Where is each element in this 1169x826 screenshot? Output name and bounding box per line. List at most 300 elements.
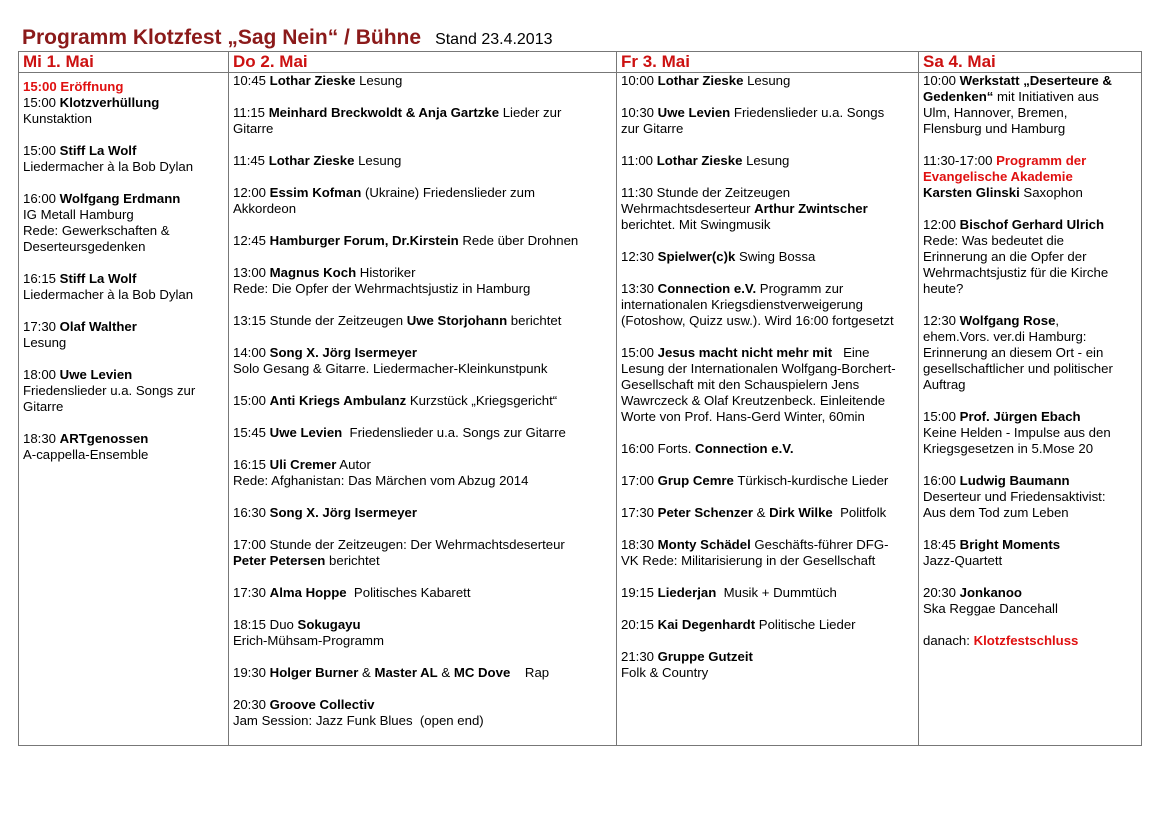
entry-text: 13:00 <box>233 265 270 280</box>
day-column-fri <box>617 73 919 746</box>
entry-text: 11:45 <box>233 153 269 168</box>
entry-text: 15:00 <box>923 409 960 424</box>
entry-text: , <box>1055 313 1060 328</box>
entry-line <box>621 537 914 553</box>
program-entry <box>923 73 1137 137</box>
entry-line <box>233 553 612 569</box>
entry-line <box>621 377 914 393</box>
entry-text: Lesung <box>742 153 790 168</box>
entry-text: 11:30-17:00 <box>923 153 997 168</box>
entry-line <box>621 665 914 681</box>
entry-highlight: Magnus Koch <box>269 265 357 280</box>
entry-line <box>23 399 224 415</box>
entry-text: 12:00 <box>923 217 960 232</box>
entry-highlight: Ludwig Baumann <box>959 473 1070 488</box>
program-entry <box>923 537 1137 569</box>
entry-line <box>233 713 612 729</box>
entry-line <box>923 441 1137 457</box>
entry-highlight: Stiff La Wolf <box>59 143 137 158</box>
program-table <box>18 51 1142 746</box>
entry-highlight: Monty Schädel <box>657 537 751 552</box>
entry-line <box>923 409 1137 425</box>
entry-text: VK Rede: Militarisierung in der Gesellschaft <box>621 553 876 568</box>
entry-highlight: Spielwer(c)k <box>657 249 736 264</box>
entry-line <box>621 185 914 201</box>
entry-highlight: Gedenken“ <box>923 89 994 104</box>
program-entry <box>233 105 612 137</box>
entry-highlight: Connection e.V. <box>657 281 757 296</box>
entry-highlight: Programm der <box>996 153 1087 168</box>
entry-line <box>923 585 1137 601</box>
entry-text: Lesung <box>23 335 67 350</box>
entry-line <box>621 345 914 361</box>
entry-line <box>923 601 1137 617</box>
program-entry <box>621 249 914 265</box>
program-entry <box>23 79 224 127</box>
entry-highlight: Arthur Zwintscher <box>754 201 868 216</box>
entry-text: Auftrag <box>923 377 966 392</box>
entry-text: Rede über Drohnen <box>458 233 579 248</box>
entry-text: 19:30 <box>233 665 270 680</box>
entry-text: Historiker <box>356 265 416 280</box>
entry-line <box>23 239 224 255</box>
program-entry <box>233 345 612 377</box>
entry-text: Eine <box>832 345 870 360</box>
program-entry <box>621 281 914 329</box>
day-heading-sat: Sa 4. Mai <box>919 52 1142 73</box>
entry-text: & <box>437 665 454 680</box>
entry-text: 12:45 <box>233 233 270 248</box>
entry-text: Wawrczeck & Olaf Kreutzenbeck. Einleitende <box>621 393 886 408</box>
program-entry <box>23 271 224 303</box>
entry-line <box>923 361 1137 377</box>
entry-line <box>23 191 224 207</box>
entry-text: Saxophon <box>1019 185 1083 200</box>
entry-line <box>233 617 612 633</box>
entry-line <box>621 201 914 217</box>
entry-text: & <box>358 665 375 680</box>
entry-text: 13:30 <box>621 281 658 296</box>
entry-text: Keine Helden - Impulse aus den <box>923 425 1111 440</box>
entry-text: Rede: Gewerkschaften & <box>23 223 170 238</box>
entry-line <box>233 281 612 297</box>
program-entry <box>621 441 914 457</box>
entry-line <box>23 431 224 447</box>
entry-line <box>923 233 1137 249</box>
entry-line <box>23 223 224 239</box>
entry-highlight: Karsten Glinski <box>923 185 1020 200</box>
entry-text: Politfolk <box>832 505 887 520</box>
entry-text: A-cappella-Ensemble <box>23 447 149 462</box>
entry-highlight: Werkstatt „Deserteure & <box>959 73 1112 88</box>
entry-line <box>923 553 1137 569</box>
entry-text: Kurzstück „Kriegsgericht“ <box>406 393 558 408</box>
program-entry <box>233 233 612 249</box>
entry-highlight: Klotzfestschluss <box>973 633 1079 648</box>
entry-text: 18:00 <box>23 367 60 382</box>
entry-line <box>23 95 224 111</box>
entry-line <box>621 281 914 297</box>
entry-highlight: Uwe Levien <box>59 367 133 382</box>
entry-text: Deserteursgedenken <box>23 239 146 254</box>
entry-text: 20:30 <box>233 697 270 712</box>
entry-text: 18:15 Duo <box>233 617 298 632</box>
entry-text: Wehrmachtsjustiz für die Kirche <box>923 265 1109 280</box>
entry-highlight: Kai Degenhardt <box>657 617 756 632</box>
entry-highlight: Master AL <box>374 665 438 680</box>
entry-highlight: Holger Burner <box>269 665 359 680</box>
entry-text: Wehrmachtsdeserteur <box>621 201 755 216</box>
entry-line <box>233 361 612 377</box>
entry-text: Programm zur <box>756 281 844 296</box>
entry-highlight: Evangelische Akademie <box>923 169 1073 184</box>
entry-text: 16:00 <box>923 473 960 488</box>
entry-line <box>923 505 1137 521</box>
entry-line <box>923 473 1137 489</box>
program-entry <box>923 153 1137 201</box>
day-heading-fri: Fr 3. Mai <box>617 52 919 73</box>
entry-line <box>621 393 914 409</box>
entry-highlight: Lothar Zieske <box>268 153 355 168</box>
entry-text: 16:00 <box>23 191 60 206</box>
entry-highlight: Uwe Levien <box>269 425 343 440</box>
entry-highlight: Uli Cremer <box>269 457 337 472</box>
entry-highlight: Lothar Zieske <box>657 73 744 88</box>
entry-highlight: Anti Kriegs Ambulanz <box>269 393 407 408</box>
entry-text: Rede: Die Opfer der Wehrmachtsjustiz in Hamburg <box>233 281 531 296</box>
entry-line <box>923 489 1137 505</box>
entry-line <box>923 121 1137 137</box>
program-entry <box>923 633 1137 649</box>
program-entry <box>621 345 914 425</box>
entry-text: ehem.Vors. ver.di Hamburg: <box>923 329 1087 344</box>
program-entry <box>23 191 224 255</box>
entry-line <box>233 633 612 649</box>
entry-text: 20:30 <box>923 585 960 600</box>
entry-text: 14:00 <box>233 345 270 360</box>
entry-text: Gitarre <box>233 121 274 136</box>
program-entry <box>233 505 612 521</box>
entry-line <box>233 121 612 137</box>
entry-line <box>233 185 612 201</box>
program-entry <box>621 105 914 137</box>
program-entry <box>233 185 612 217</box>
entry-highlight: Jonkanoo <box>959 585 1022 600</box>
entry-highlight: Groove Collectiv <box>269 697 375 712</box>
program-entry <box>233 425 612 441</box>
entry-line <box>23 447 224 463</box>
entry-line <box>233 233 612 249</box>
entry-line <box>621 505 914 521</box>
entry-text: Ska Reggae Dancehall <box>923 601 1058 616</box>
program-entry <box>923 409 1137 457</box>
entry-line <box>23 159 224 175</box>
program-entry <box>923 473 1137 521</box>
entry-highlight: Dirk Wilke <box>769 505 833 520</box>
entry-text: Aus dem Tod zum Leben <box>923 505 1069 520</box>
program-entry <box>23 431 224 463</box>
entry-line <box>923 345 1137 361</box>
entry-line <box>621 73 914 89</box>
entry-text: berichtet <box>325 553 380 568</box>
program-entry <box>621 73 914 89</box>
entry-text: Worte von Prof. Hans-Gerd Winter, 60min <box>621 409 865 424</box>
entry-line <box>923 425 1137 441</box>
entry-highlight: Alma Hoppe <box>269 585 347 600</box>
program-entry <box>233 665 612 681</box>
entry-text: 20:15 <box>621 617 658 632</box>
entry-line <box>23 207 224 223</box>
entry-line <box>621 441 914 457</box>
entry-highlight: ARTgenossen <box>59 431 149 446</box>
program-row <box>19 73 1142 746</box>
entry-text: 10:45 <box>233 73 270 88</box>
program-entry <box>23 143 224 175</box>
entry-line <box>923 313 1137 329</box>
entry-highlight: Peter Schenzer <box>657 505 753 520</box>
entry-line <box>233 265 612 281</box>
entry-text: danach: <box>923 633 974 648</box>
entry-text: Rap <box>510 665 550 680</box>
entry-highlight: Bischof Gerhard Ulrich <box>959 217 1105 232</box>
entry-line <box>923 265 1137 281</box>
entry-text: Kriegsgesetzen in 5.Mose 20 <box>923 441 1094 456</box>
entry-text: Solo Gesang & Gitarre. Liedermacher-Kleinkunstpunk <box>233 361 548 376</box>
entry-text: 17:00 Stunde der Zeitzeugen: Der Wehrmachtsdeserteur <box>233 537 565 552</box>
entry-text: 16:30 <box>233 505 270 520</box>
entry-line <box>233 585 612 601</box>
entry-highlight: MC Dove <box>453 665 511 680</box>
entry-highlight: Meinhard Breckwoldt & Anja Gartzke <box>268 105 500 120</box>
program-entry <box>23 319 224 351</box>
entry-text: Musik + Dummtüch <box>716 585 837 600</box>
entry-highlight: 15:00 Eröffnung <box>23 79 124 94</box>
entry-text: Friedenslieder u.a. Songs zur Gitarre <box>342 425 566 440</box>
entry-highlight: Essim Kofman <box>269 185 362 200</box>
entry-text: (Ukraine) Friedenslieder zum <box>361 185 535 200</box>
entry-text: Erich-Mühsam-Programm <box>233 633 384 648</box>
day-column-wed <box>19 73 229 746</box>
entry-text: berichtet <box>507 313 562 328</box>
entry-text: Rede: Afghanistan: Das Märchen vom Abzug 2014 <box>233 473 529 488</box>
program-entry <box>621 649 914 681</box>
program-entry <box>23 367 224 415</box>
entry-highlight: Liederjan <box>657 585 717 600</box>
entry-line <box>621 249 914 265</box>
day-column-sat <box>919 73 1142 746</box>
entry-highlight: Song X. Jörg Isermeyer <box>269 345 417 360</box>
entry-text: 15:00 <box>23 143 60 158</box>
entry-highlight: Lothar Zieske <box>269 73 356 88</box>
entry-line <box>23 143 224 159</box>
entry-text: Erinnerung an die Opfer der <box>923 249 1087 264</box>
entry-text: heute? <box>923 281 964 296</box>
document-date: Stand 23.4.2013 <box>435 31 553 48</box>
entry-text: Lesung der Internationalen Wolfgang-Borchert- <box>621 361 896 376</box>
program-entry <box>621 617 914 633</box>
entry-line <box>923 377 1137 393</box>
entry-highlight: Grup Cemre <box>657 473 734 488</box>
entry-text: 11:00 <box>621 153 657 168</box>
entry-line <box>621 617 914 633</box>
entry-line <box>923 217 1137 233</box>
entry-highlight: Hamburger Forum, Dr.Kirstein <box>269 233 459 248</box>
program-entry <box>923 217 1137 297</box>
program-entry <box>233 697 612 729</box>
entry-text: Gesellschaft mit den Schauspielern Jens <box>621 377 860 392</box>
program-entry <box>233 313 612 329</box>
entry-text: 21:30 <box>621 649 658 664</box>
entry-text: Lieder zur <box>499 105 562 120</box>
entry-text: 10:30 <box>621 105 658 120</box>
entry-line <box>923 105 1137 121</box>
entry-text: Jam Session: Jazz Funk Blues (open end) <box>233 713 484 728</box>
entry-text: 12:30 <box>621 249 658 264</box>
entry-text: Friedenslieder u.a. Songs <box>730 105 885 120</box>
entry-text: Deserteur und Friedensaktivist: <box>923 489 1106 504</box>
entry-highlight: Olaf Walther <box>59 319 137 334</box>
entry-highlight: Peter Petersen <box>233 553 326 568</box>
day-header-row <box>19 52 1142 73</box>
entry-line <box>233 105 612 121</box>
entry-text: 11:30 Stunde der Zeitzeugen <box>621 185 791 200</box>
program-entry <box>621 185 914 233</box>
entry-text: Türkisch-kurdische Lieder <box>733 473 889 488</box>
entry-text: Politisches Kabarett <box>346 585 471 600</box>
entry-highlight: Prof. Jürgen Ebach <box>959 409 1081 424</box>
entry-highlight: Uwe Levien <box>657 105 731 120</box>
entry-text: Geschäfts-führer DFG- <box>750 537 889 552</box>
entry-highlight: Sokugayu <box>297 617 361 632</box>
entry-text: 16:15 <box>233 457 270 472</box>
entry-text: Kunstaktion <box>23 111 92 126</box>
program-entry <box>233 617 612 649</box>
entry-text: 18:30 <box>621 537 658 552</box>
entry-text: Friedenslieder u.a. Songs zur <box>23 383 196 398</box>
entry-text: 17:30 <box>621 505 658 520</box>
entry-line <box>23 335 224 351</box>
entry-line <box>233 537 612 553</box>
entry-line <box>923 89 1137 105</box>
entry-line <box>23 111 224 127</box>
entry-text: 10:00 <box>621 73 658 88</box>
program-entry <box>621 473 914 489</box>
entry-line <box>621 153 914 169</box>
entry-text: 17:00 <box>621 473 658 488</box>
entry-line <box>233 345 612 361</box>
entry-text: 16:15 <box>23 271 60 286</box>
entry-line <box>923 329 1137 345</box>
entry-text: 15:00 <box>621 345 658 360</box>
entry-text: 18:30 <box>23 431 60 446</box>
entry-text: Autor <box>336 457 371 472</box>
entry-highlight: Connection e.V. <box>695 441 794 456</box>
entry-text: Rede: Was bedeutet die <box>923 233 1064 248</box>
entry-text: Akkordeon <box>233 201 297 216</box>
entry-line <box>233 153 612 169</box>
entry-line <box>621 553 914 569</box>
entry-line <box>233 697 612 713</box>
entry-highlight: Jesus macht nicht mehr mit <box>657 345 833 360</box>
entry-line <box>233 393 612 409</box>
entry-line <box>923 153 1137 169</box>
entry-line <box>621 649 914 665</box>
entry-text: Lesung <box>354 153 402 168</box>
entry-text: 12:30 <box>923 313 960 328</box>
entry-line <box>621 473 914 489</box>
program-entry <box>621 153 914 169</box>
program-entry <box>233 393 612 409</box>
entry-text: 15:00 <box>23 95 60 110</box>
entry-line <box>23 319 224 335</box>
entry-line <box>233 73 612 89</box>
program-entry <box>233 265 612 297</box>
program-entry <box>233 73 612 89</box>
entry-text: Swing Bossa <box>735 249 816 264</box>
entry-text: zur Gitarre <box>621 121 684 136</box>
day-heading-thu: Do 2. Mai <box>229 52 617 73</box>
entry-text: Lesung <box>743 73 791 88</box>
entry-text: 12:00 <box>233 185 270 200</box>
entry-text: berichtet. Mit Swingmusik <box>621 217 771 232</box>
program-entry <box>621 505 914 521</box>
entry-line <box>233 457 612 473</box>
entry-highlight: Wolfgang Rose <box>959 313 1056 328</box>
entry-text: Gitarre <box>23 399 64 414</box>
entry-line <box>23 367 224 383</box>
entry-line <box>23 383 224 399</box>
entry-text: 19:15 <box>621 585 658 600</box>
entry-text: 13:15 Stunde der Zeitzeugen <box>233 313 407 328</box>
entry-text: Politische Lieder <box>755 617 856 632</box>
entry-line <box>233 313 612 329</box>
entry-line <box>923 537 1137 553</box>
entry-line <box>621 585 914 601</box>
entry-highlight: Song X. Jörg Isermeyer <box>269 505 417 520</box>
entry-highlight: Uwe Storjohann <box>406 313 508 328</box>
entry-highlight: Gruppe Gutzeit <box>657 649 753 664</box>
entry-text: 15:00 <box>233 393 270 408</box>
program-entry <box>233 457 612 489</box>
day-heading-wed: Mi 1. Mai <box>19 52 229 73</box>
entry-text: 18:45 <box>923 537 960 552</box>
entry-line <box>621 217 914 233</box>
entry-text: gesellschaftlicher und politischer <box>923 361 1113 376</box>
entry-text: IG Metall Hamburg <box>23 207 134 222</box>
entry-text: internationalen Kriegsdienstverweigerung <box>621 297 863 312</box>
program-entry <box>233 537 612 569</box>
entry-line <box>23 79 224 95</box>
entry-highlight: Klotzverhüllung <box>59 95 160 110</box>
entry-line <box>923 249 1137 265</box>
entry-line <box>923 633 1137 649</box>
entry-text: & <box>752 505 770 520</box>
entry-line <box>233 665 612 681</box>
entry-text: 16:00 Forts. <box>621 441 696 456</box>
entry-line <box>621 105 914 121</box>
program-entry <box>621 537 914 569</box>
entry-text: 17:30 <box>23 319 60 334</box>
program-entry <box>621 585 914 601</box>
entry-line <box>923 73 1137 89</box>
entry-line <box>621 313 914 329</box>
entry-text: Liedermacher à la Bob Dylan <box>23 159 194 174</box>
entry-line <box>923 185 1137 201</box>
entry-text: 15:45 <box>233 425 270 440</box>
entry-text: Flensburg und Hamburg <box>923 121 1066 136</box>
entry-line <box>23 287 224 303</box>
entry-text: Liedermacher à la Bob Dylan <box>23 287 194 302</box>
